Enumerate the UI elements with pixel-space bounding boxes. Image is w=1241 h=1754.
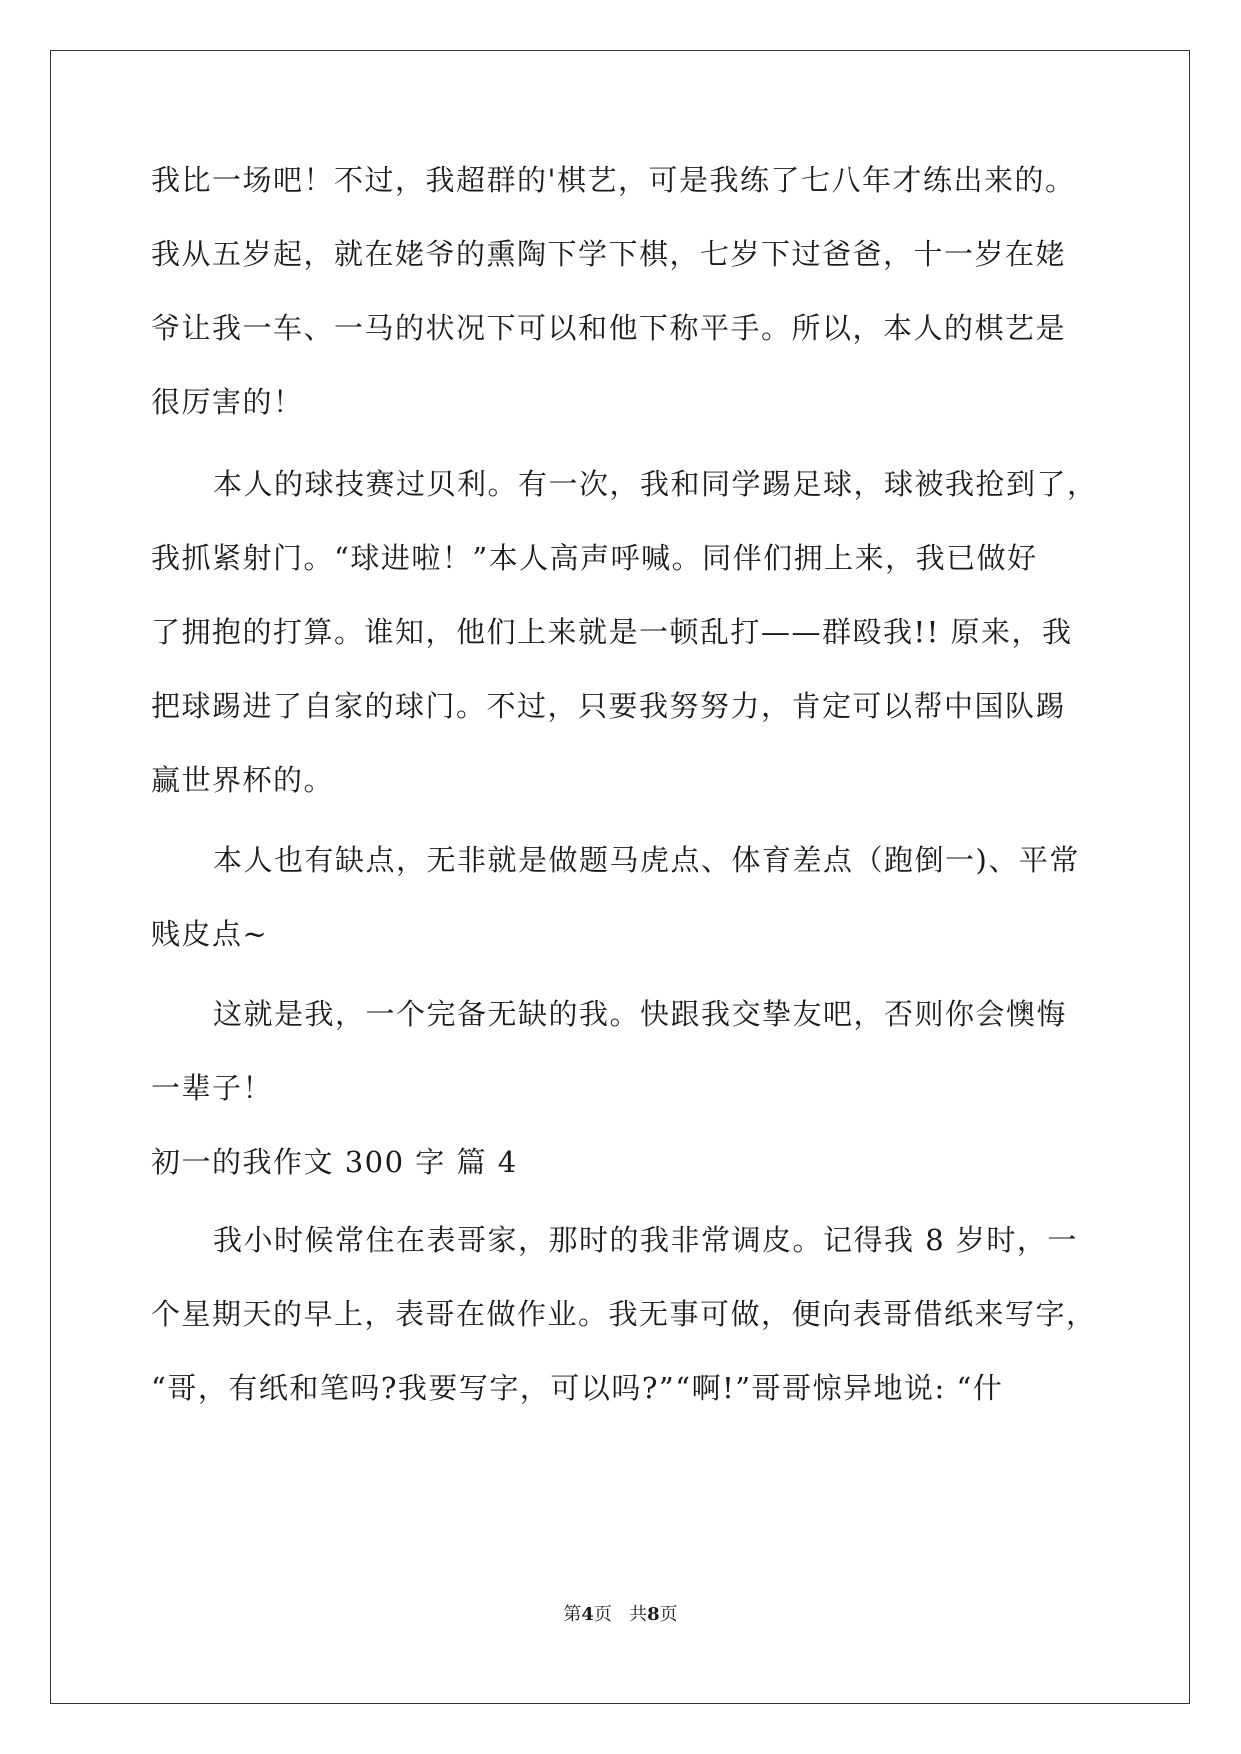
footer-suffix: 页 bbox=[659, 1604, 678, 1625]
text-line: 爷让我一车、一马的状况下可以和他下称平手。所以，本人的棋艺是 bbox=[151, 311, 1067, 345]
paragraph-start-line: 本人也有缺点，无非就是做题马虎点、体育差点（跑倒一)、平常 bbox=[213, 843, 1080, 877]
text-line: 赢世界杯的。 bbox=[151, 763, 335, 797]
text-line: “哥，有纸和笔吗?我要写字，可以吗?”“啊!”哥哥惊异地说: “什 bbox=[151, 1371, 1004, 1405]
text-line: 我抓紧射门。“球进啦！”本人高声呼喊。同伴们拥上来，我已做好 bbox=[151, 541, 1038, 575]
text-line: 很厉害的！ bbox=[151, 385, 304, 419]
text-line: 贱皮点~ bbox=[151, 917, 269, 951]
section-heading: 初一的我作文 300 字 篇 4 bbox=[151, 1145, 518, 1179]
footer-mid: 页 共 bbox=[593, 1604, 648, 1625]
text-line: 我从五岁起，就在姥爷的熏陶下学下棋，七岁下过爸爸，十一岁在姥 bbox=[151, 237, 1067, 271]
text-line: 了拥抱的打算。谁知，他们上来就是一顿乱打——群殴我!! 原来，我 bbox=[151, 615, 1073, 649]
text-line: 把球踢进了自家的球门。不过，只要我努努力，肯定可以帮中国队踢 bbox=[151, 689, 1067, 723]
paragraph-start-line: 这就是我，一个完备无缺的我。快跟我交挚友吧，否则你会懊悔 bbox=[213, 997, 1068, 1031]
footer-prefix: 第 bbox=[563, 1604, 582, 1625]
text-line: 我比一场吧！不过，我超群的'棋艺，可是我练了七八年才练出来的。 bbox=[151, 163, 1076, 197]
page-footer bbox=[0, 1600, 1241, 1626]
footer-current-page: 4 bbox=[581, 1604, 594, 1625]
footer-total-pages: 8 bbox=[647, 1604, 660, 1625]
paragraph-start-line: 本人的球技赛过贝利。有一次，我和同学踢足球，球被我抢到了， bbox=[213, 467, 1098, 501]
text-line: 个星期天的早上，表哥在做作业。我无事可做，便向表哥借纸来写字， bbox=[151, 1297, 1097, 1331]
paragraph-start-line: 我小时候常住在表哥家，那时的我非常调皮。记得我 8 岁时，一 bbox=[213, 1223, 1078, 1257]
text-line: 一辈子！ bbox=[151, 1071, 274, 1105]
